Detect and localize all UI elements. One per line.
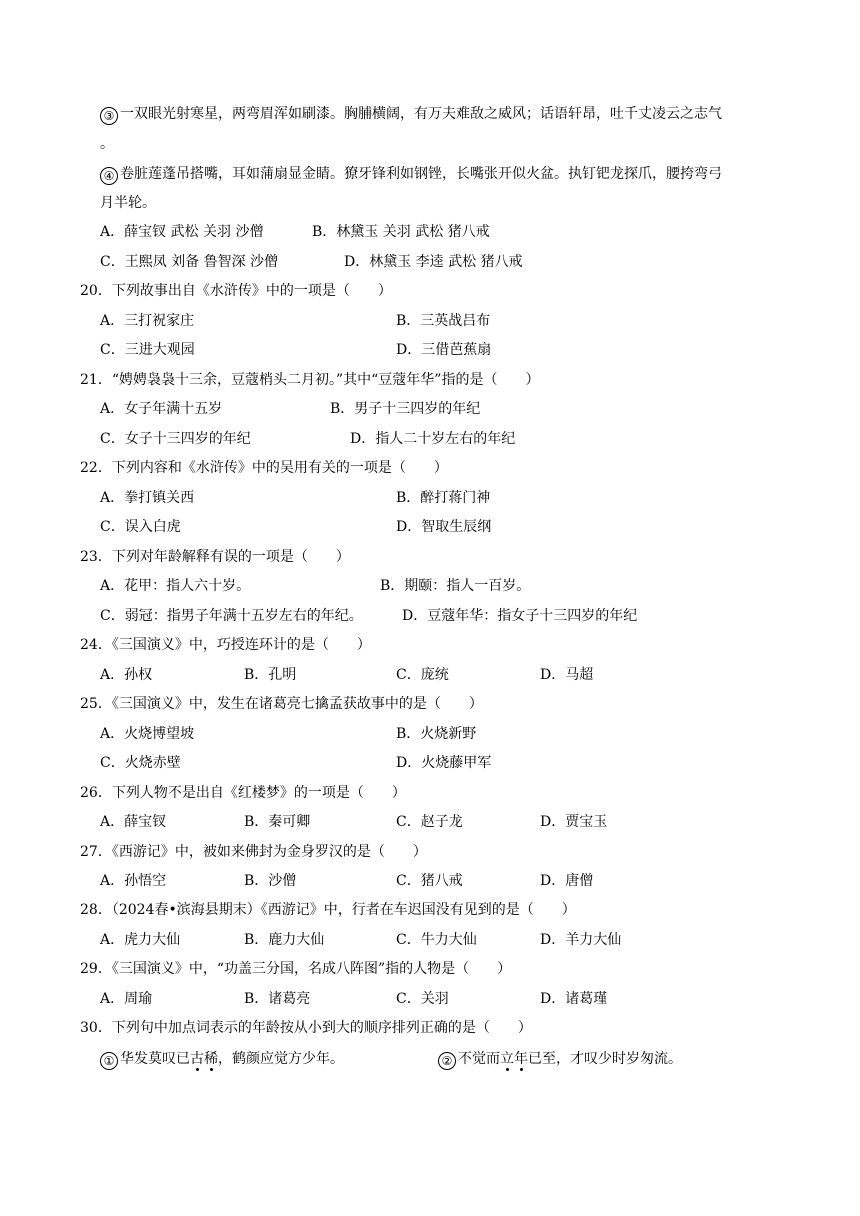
dotted-char: 稀 bbox=[204, 1051, 218, 1067]
q27-option-a: A．孙悟空 bbox=[100, 873, 167, 889]
q30-sentence-2 bbox=[438, 1049, 682, 1070]
dotted-word bbox=[500, 1051, 528, 1067]
q25-stem: 25．《三国演义》中，发生在诸葛亮七擒孟获故事中的是（ ） bbox=[80, 696, 483, 712]
q26-option-c: C．赵子龙 bbox=[396, 814, 463, 830]
passage-4 bbox=[100, 164, 722, 185]
q19-option-c: C．王熙凤 刘备 鲁智深 沙僧 bbox=[100, 254, 279, 270]
dotted-char: 古 bbox=[190, 1051, 204, 1067]
q24-option-d: D．马超 bbox=[540, 667, 594, 683]
q21-option-c: C．女子十三四岁的年纪 bbox=[100, 431, 251, 447]
sentence-text: ，鹤颜应觉方少年。 bbox=[218, 1051, 344, 1067]
q22-option-b: B．醉打蒋门神 bbox=[396, 490, 491, 506]
q21-stem: 21．“娉娉袅袅十三余，豆蔻梢头二月初。”其中“豆蔻年华”指的是（ ） bbox=[80, 372, 540, 388]
q22-option-d: D．智取生辰纲 bbox=[396, 519, 492, 535]
q28-option-a: A．虎力大仙 bbox=[100, 932, 181, 948]
sentence-text: 不觉而 bbox=[458, 1051, 500, 1067]
q19-option-d: D．林黛玉 李逵 武松 猪八戒 bbox=[344, 254, 523, 270]
q19-option-b: B．林黛玉 关羽 武松 猪八戒 bbox=[312, 224, 490, 240]
q20-option-d: D．三借芭蕉扇 bbox=[396, 342, 492, 358]
q22-option-c: C．误入白虎 bbox=[100, 519, 181, 535]
dotted-char: 年 bbox=[514, 1051, 528, 1067]
q21-option-b: B．男子十三四岁的年纪 bbox=[330, 401, 481, 417]
q20-option-b: B．三英战吕布 bbox=[396, 313, 491, 329]
q25-option-b: B．火烧新野 bbox=[396, 726, 477, 742]
passage-4-cont: 月半轮。 bbox=[100, 195, 156, 211]
q21-option-d: D．指人二十岁左右的年纪 bbox=[350, 431, 516, 447]
q29-option-b: B．诸葛亮 bbox=[244, 991, 311, 1007]
q27-stem: 27．《西游记》中，被如来佛封为金身罗汉的是（ ） bbox=[80, 844, 427, 860]
sentence-text: 已至，才叹少时岁匆流。 bbox=[528, 1051, 682, 1067]
q24-option-b: B．孔明 bbox=[244, 667, 297, 683]
q22-option-a: A．拳打镇关西 bbox=[100, 490, 195, 506]
q25-option-c: C．火烧赤壁 bbox=[100, 755, 181, 771]
q24-option-c: C．庞统 bbox=[396, 667, 449, 683]
q20-option-c: C．三进大观园 bbox=[100, 342, 195, 358]
q26-stem: 26．下列人物不是出自《红楼梦》的一项是（ ） bbox=[80, 785, 406, 801]
circled-number: ② bbox=[438, 1052, 456, 1070]
q20-stem: 20．下列故事出自《水浒传》中的一项是（ ） bbox=[80, 283, 392, 299]
q19-option-a: A．薛宝钗 武松 关羽 沙僧 bbox=[100, 224, 264, 240]
q23-option-a: A．花甲：指人六十岁。 bbox=[100, 578, 251, 594]
q20-option-a: A．三打祝家庄 bbox=[100, 313, 195, 329]
q26-option-d: D．贾宝玉 bbox=[540, 814, 608, 830]
q26-option-b: B．秦可卿 bbox=[244, 814, 311, 830]
q24-stem: 24．《三国演义》中，巧授连环计的是（ ） bbox=[80, 637, 371, 653]
q29-option-c: C．关羽 bbox=[396, 991, 449, 1007]
q23-option-b: B．期颐：指人一百岁。 bbox=[380, 578, 531, 594]
q28-option-b: B．鹿力大仙 bbox=[244, 932, 325, 948]
q25-option-d: D．火烧藤甲军 bbox=[396, 755, 492, 771]
dotted-char: 立 bbox=[500, 1051, 514, 1067]
q29-option-d: D．诸葛瑾 bbox=[540, 991, 608, 1007]
passage-3 bbox=[100, 104, 722, 125]
passage-text: 一双眼光射寒星，两弯眉浑如刷漆。胸脯横阔，有万夫难敌之威风；话语轩昂，吐千丈凌云之志气 bbox=[120, 106, 722, 122]
q22-stem: 22．下列内容和《水浒传》中的吴用有关的一项是（ ） bbox=[80, 460, 448, 476]
q28-option-d: D．羊力大仙 bbox=[540, 932, 622, 948]
q30-stem: 30．下列句中加点词表示的年龄按从小到大的顺序排列正确的是（ ） bbox=[80, 1020, 532, 1036]
q26-option-a: A．薛宝钗 bbox=[100, 814, 167, 830]
q23-option-d: D．豆蔻年华：指女子十三四岁的年纪 bbox=[402, 608, 638, 624]
q27-option-b: B．沙僧 bbox=[244, 873, 297, 889]
sentence-text: 华发莫叹已 bbox=[120, 1051, 190, 1067]
circled-number: ④ bbox=[100, 167, 118, 185]
q29-stem: 29．《三国演义》中，“功盖三分国，名成八阵图”指的人物是（ ） bbox=[80, 961, 512, 977]
q27-option-c: C．猪八戒 bbox=[396, 873, 463, 889]
q23-stem: 23．下列对年龄解释有误的一项是（ ） bbox=[80, 549, 350, 565]
q24-option-a: A．孙权 bbox=[100, 667, 153, 683]
circled-number: ① bbox=[100, 1052, 118, 1070]
dotted-word bbox=[190, 1051, 218, 1067]
q28-stem: 28．（2024春•滨海县期末）《西游记》中，行者在车迟国没有见到的是（ ） bbox=[80, 902, 576, 918]
q25-option-a: A．火烧博望坡 bbox=[100, 726, 195, 742]
q29-option-a: A．周瑜 bbox=[100, 991, 153, 1007]
q21-option-a: A．女子年满十五岁 bbox=[100, 401, 223, 417]
q23-option-c: C．弱冠：指男子年满十五岁左右的年纪。 bbox=[100, 608, 363, 624]
circled-number: ③ bbox=[100, 107, 118, 125]
q27-option-d: D．唐僧 bbox=[540, 873, 594, 889]
passage-3-cont: 。 bbox=[100, 136, 114, 152]
q28-option-c: C．牛力大仙 bbox=[396, 932, 477, 948]
passage-text: 卷脏莲蓬吊搭嘴，耳如蒲扇显金睛。獠牙锋利如钢锉，长嘴张开似火盆。执钉钯龙探爪，腰挎弯弓 bbox=[120, 166, 722, 182]
q30-sentence-1 bbox=[100, 1049, 344, 1070]
